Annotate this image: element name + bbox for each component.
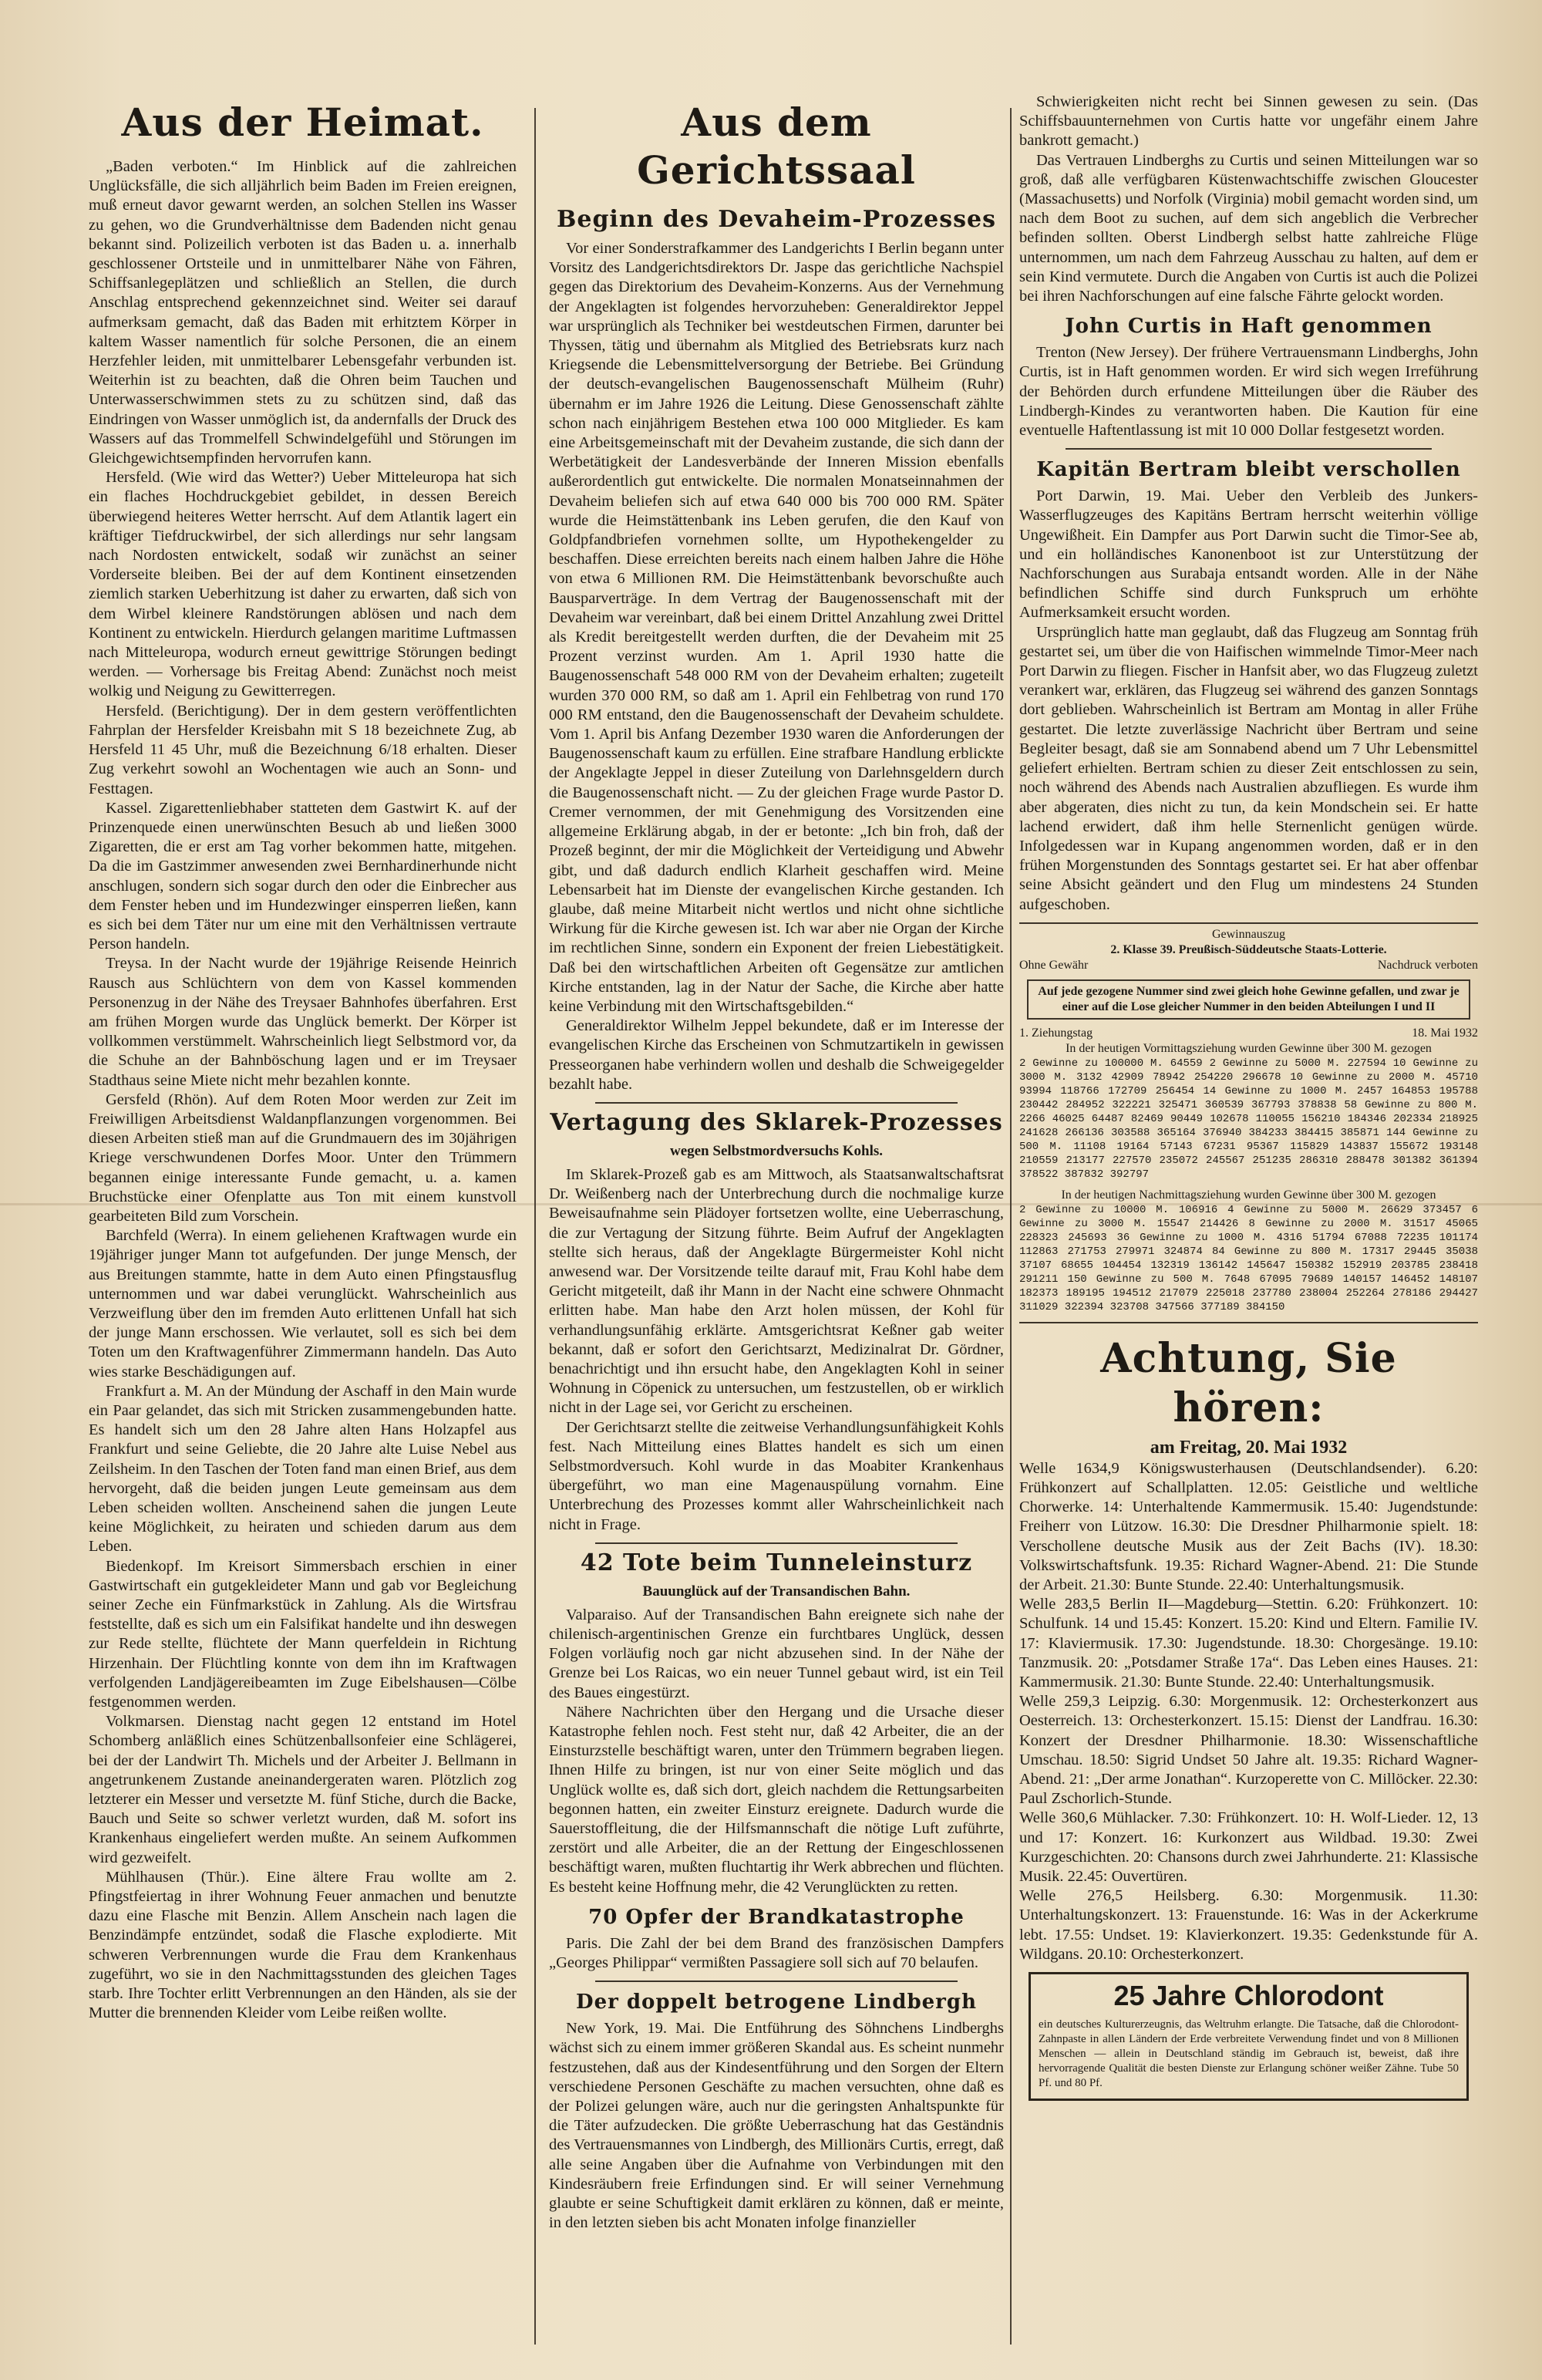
radio-title: Achtung, Sie hören: bbox=[1100, 1334, 1397, 1431]
headline-curtis: John Curtis in Haft genommen bbox=[1065, 315, 1433, 339]
lottery-day-row bbox=[1019, 1026, 1478, 1041]
ad-text: ein deutsches Kulturerzeugnis, das Weltruhm erlangte. Die Tatsache, daß die Chlorodont-Zahnpaste in allen Ländern der Erde verbreitete Verwendung findet und von 8 Millionen Menschen — allein in Deutschland ständig im Gebrauch ist, beweist, daß ihre hervorragende Qualität die besten Dienste zur Erlangung schöner weißer Zähne. Tube 50 Pf. und 80 Pf. bbox=[1039, 2018, 1459, 2089]
news-item: Mühlhausen (Thür.). Eine ältere Frau wollte am 2. Pfingstfeiertag in ihrer Wohnung Feuer anmachen und benutzte dazu eine Flasche mit Benzin. Allem Anschein nach lagen die Benzindämpfe entzündet, sodaß die Flasche explodierte. Mit schweren Verbrennungen wurde die Frau dem Krankenhaus zugeführt, wo sie in den Nachmittagsstunden des gleichen Tages starb. Ihre Tochter erlitt Verbrennungen an den Händen, als sie der Mutter die brennenden Kleider vom Leibe reißen wollte. bbox=[89, 1868, 517, 2022]
radio-station: Welle 283,5 Berlin II—Magdeburg—Stettin. 6.20: Frühkonzert. 10: Schulfunk. 14 und 15.45: Konzert. 15.20: Kind und Eltern. Familie IV. 17: Klaviermusik. 17.30: Jugendstunde. 18.30: Chorgesänge. 19.10: Tanzmusik. 20: „Potsdamer Straße 17a“. Das Leben eines Hauses. 21: Kammermusik. 21.30: Bunte Stunde. 22.40: Unterhaltungsmusik. bbox=[1019, 1596, 1478, 1691]
headline-lindbergh: Der doppelt betrogene Lindbergh bbox=[576, 1991, 977, 2014]
lottery-title: Gewinnauszug bbox=[1211, 927, 1286, 941]
lottery-afternoon-numbers: 2 Gewinne zu 10000 M. 106916 4 Gewinne zu 5000 M. 26629 373457 6 Gewinne zu 3000 M. 15547 214426 8 Gewinne zu 2000 M. 31517 45065 228323 245693 36 Gewinne zu 1000 M. 4316 51794 67088 72235 101174 112863 271753 279971 324874 84 Gewinne zu 800 M. 17317 29445 35038 37107 68655 104454 132319 136142 145647 150382 152919 203785 238418 291211 150 Gewinne zu 500 M. 7648 67095 79689 140157 146452 148107 182373 189195 194512 217079 225018 237780 238004 252264 278186 294427 311029 322394 323708 347566 377189 384150 bbox=[1019, 1203, 1478, 1313]
divider bbox=[595, 1542, 958, 1544]
article-paragraph: Der Gerichtsarzt stellte die zeitweise Verhandlungsunfähigkeit Kohls fest. Nach Mitteilung eines Blattes handelt es sich um einen Selbstmordversuch. Kohl wurde in das Moabiter Krankenhaus übergeführt, wo man eine Magenauspülung vornahm. Eine Unterbrechung des Prozesses kommt aller Wahrscheinlichkeit nach nicht in Frage. bbox=[549, 1418, 1004, 1533]
column-rule-left bbox=[534, 108, 536, 2345]
divider bbox=[1019, 1322, 1478, 1323]
radio-program bbox=[1019, 1334, 1478, 1964]
news-item: Frankfurt a. M. An der Mündung der Aschaff in den Main wurde ein Paar gelandet, das sich mit Stricken zusammengebunden hatte. Es handelt sich um den 28 Jahre alten Hans Holzapfel aus Frankfurt und seine Geliebte, die 20 Jahre alte Luise Nebel aus Zeilsheim. In den Taschen der Toten fand man einen Brief, aus dem hervorgeht, daß die beiden jungen Leute gemeinsam aus dem Leben scheiden wollten. Anscheinend sahen die jungen Leute keine Möglichkeit, zu heiraten und schieden darum aus dem Leben. bbox=[89, 1382, 517, 1556]
subheadline: wegen Selbstmordversuchs Kohls. bbox=[669, 1142, 884, 1159]
lottery-results bbox=[1019, 927, 1478, 1314]
section-title-heimat: Aus der Heimat. bbox=[121, 99, 484, 145]
article-paragraph: Port Darwin, 19. Mai. Ueber den Verbleib des Junkers-Wasserflugzeuges des Kapitäns Bertram herrscht weiterhin völlige Ungewißheit. Ein Dampfer aus Port Darwin sucht die Timor-See ab, und ein holländisches Kanonenboot ist zur Unterstützung der Nachforschungen aus Surabaja entsandt worden. Alle in der Nähe befindlichen Schiffe sind durch Funkspruch um erhöhte Aufmerksamkeit ersucht worden. bbox=[1019, 487, 1478, 622]
headline-tunnel: 42 Tote beim Tunneleinsturz bbox=[580, 1549, 973, 1576]
news-item: Volkmarsen. Dienstag nacht gegen 12 entstand im Hotel Schomberg anläßlich eines Schützenballsonfeier eine Schlägerei, bei der der Landwirt Th. Michels und der Arbeiter J. Bellmann in angetrunkenem Zustande aneinandergeraten waren. Plötzlich zog letzterer ein Messer und versetzte M. fünf Stiche, durch die Backe, Bauch und Seite so schwer verletzt wurden, daß M. sofort ins Krankenhaus eingeliefert werden mußte. An seinem Aufkommen wird gezweifelt. bbox=[89, 1713, 517, 1866]
radio-station: Welle 360,6 Mühlacker. 7.30: Frühkonzert. 10: H. Wolf-Lieder. 12, 13 und 17: Konzert. 16: Kurkonzert aus Wildbad. 19.30: Zwei Kurzgeschichten. 20: Chansons durch zwei Jahrhunderte. 21: Klassische Musik. 22.45: Ouvertüren. bbox=[1019, 1809, 1478, 1885]
divider bbox=[595, 1981, 958, 1982]
lottery-morning-numbers: 2 Gewinne zu 100000 M. 64559 2 Gewinne zu 5000 M. 227594 10 Gewinne zu 3000 M. 3132 42909 78942 254220 296678 10 Gewinne zu 2000 M. 45710 93994 118766 172709 256454 14 Gewinne zu 1000 M. 2457 164853 195788 230442 284952 322221 325471 360539 367793 378838 58 Gewinne zu 800 M. 2266 46025 64487 82469 90449 102678 110055 156210 184346 202334 218925 241628 266136 303588 365164 376940 384233 384415 385871 144 Gewinne zu 500 M. 11108 19164 57143 67231 95367 115829 143837 155672 193148 210559 213177 227570 235072 245567 251235 286310 288478 301382 361394 378522 387832 392797 bbox=[1019, 1057, 1478, 1181]
column-rule-right bbox=[1010, 108, 1012, 2345]
lottery-no-guarantee: Ohne Gewähr bbox=[1019, 958, 1089, 972]
subheadline: Bauunglück auf der Transandischen Bahn. bbox=[642, 1583, 911, 1600]
article-paragraph: Generaldirektor Wilhelm Jeppel bekundete, daß er im Interesse der evangelischen Kirche das Erscheinen von Schmutzartikeln in gewissen Presseorganen habe verhindern wollen und deshalb die Schweigegelder bezahlt habe. bbox=[549, 1017, 1004, 1093]
chlorodont-advertisement bbox=[1029, 1972, 1469, 2101]
article-paragraph: Nähere Nachrichten über den Hergang und die Ursache dieser Katastrophe fehlen noch. Fest steht nur, daß 42 Arbeiter, die an der Einsturzstelle beschäftigt waren, unter den Trümmern begraben liegen. Ihnen Hilfe zu bringen, ist nur von einer Seite möglich und das Unglück wollte es, daß sich dort, gleich nachdem die Rettungsarbeiten begonnen hatten, ein zweiter Einsturz ereignete. Dadurch wurde die Sauerstoffleitung, die der Hilfsmannschaft die nötige Luft zuführte, zerstört und alle Arbeiter, die an der Rettung der Eingeschlossenen beschäftigt waren, mußten fluchtartig ihr Werk abbrechen und flüchten. Es besteht keine Hoffnung mehr, die 42 Verunglückten zu retten. bbox=[549, 1703, 1004, 1896]
article-paragraph: New York, 19. Mai. Die Entführung des Söhnchens Lindberghs wächst sich zu einem immer größeren Skandal aus. Es scheint nunmehr festzustehen, daß aus der Kindesentführung und den Sorgen der Eltern verschiedene Personen Geschäfte zu machen versuchten, ohne daß es der Polizei gelungen wäre, auch nur die geringsten Anhaltspunkte für die Täter aufzudecken. Die größte Ueberraschung hat das Geständnis des Vertrauensmannes von Lindbergh, des Millionärs Curtis, erregt, daß alle seine Angaben über die Aufnahme von Verbindungen mit den Kindesräubern freie Erfindungen sind. Er will seiner Vernehmung glaubte er seine Schuftigkeit damit erklären zu können, daß er meinte, in den letzten sieben bis acht Monaten infolge finanzieller bbox=[549, 2020, 1004, 2232]
headline-sklarek: Vertagung des Sklarek-Prozesses bbox=[550, 1108, 1003, 1136]
lottery-afternoon-heading: In der heutigen Nachmittagsziehung wurden Gewinne über 300 M. gezogen bbox=[1061, 1188, 1436, 1202]
headline-devaheim: Beginn des Devaheim-Prozesses bbox=[557, 206, 996, 233]
news-item: Treysa. In der Nacht wurde der 19jährige Reisende Heinrich Rausch aus Schlüchtern von dem von Kassel kommenden Personenzug in der Nähe des Treysaer Bahnhofes überfahren. Erst am frühen Morgen wurde das Unglück bemerkt. Der Körper ist vollkommen verstümmelt. Wahrscheinlich liegt Selbstmord vor, da die Schuhe an der Bahnböschung lagen und er im Treysaer Stadthaus seine Miete nicht mehr bezahlen konnte. bbox=[89, 955, 517, 1089]
article-paragraph: Schwierigkeiten nicht recht bei Sinnen gewesen zu sein. (Das Schiffsbauunternehmen von Curtis hatte vor ungefähr einem Jahre bankrott gemacht.) bbox=[1019, 93, 1478, 150]
article-paragraph: Das Vertrauen Lindberghs zu Curtis und seinen Mitteilungen war so groß, daß alle verfügbaren Küstenwachtschiffe zwischen Gloucester (Massachusetts) und Norfolk (Virginia) mobil gemacht worden sind, um nach dem Boot zu suchen, auf dem sich angeblich die Verbrecher befinden sollten. Oberst Lindbergh selbst hatte zahlreiche Flüge unternommen, um nach dem Fahrzeug Ausschau zu halten, auf dem er sein Kind vermutete. Durch die Angaben von Curtis ist auch die Polizei bei ihren Nachforschungen auf eine falsche Fährte gelockt worden. bbox=[1019, 151, 1478, 305]
divider bbox=[1019, 922, 1478, 924]
radio-date: am Freitag, 20. Mai 1932 bbox=[1150, 1437, 1348, 1458]
lottery-notice-row bbox=[1019, 958, 1478, 973]
divider bbox=[1066, 448, 1432, 450]
article-paragraph: Ursprünglich hatte man geglaubt, daß das Flugzeug am Sonntag früh gestartet sei, um über die von Haifischen wimmelnde Timor-Meer nach Port Darwin zu fliegen. Fischer in Hanfsit aber, wo das Flugzeug zuletzt verankert war, erklären, das Flugzeug sei während des ganzen Sonntags dort geblieben. Wahrscheinlich ist Bertram am Montag in aller Frühe gestartet. Die letzte zuverlässige Nachricht über Bertram und seine Begleiter besagt, daß sie am Sonnabend abend um 7 Uhr Lebensmittel geliefert erhielten. Bertram schien zu dieser Zeit entschlossen zu sein, noch während des Abends nach Australien abzufliegen. Es wurde ihm aber abgeraten, dies nicht zu tun, da kein Mondschein sei. Er hatte lachend erwidert, daß ihm helle Sternenlicht genügen würde. Infolgedessen war in Kupang angenommen worden, daß er in den frühen Morgenstunden des Sonntags gestartet sei. Er hat aber offenbar seine Absicht geändert und den Flug um mindestens 24 Stunden aufgeschoben. bbox=[1019, 623, 1478, 913]
news-item: Kassel. Zigarettenliebhaber statteten dem Gastwirt K. auf der Prinzenquede einen unerwünschten Besuch ab und ließen 3000 Zigaretten, die er erst am Tag vorher bekommen hatte, mitgehen. Da die im Gastzimmer anwesenden zwei Bernhardinerhunde nicht anschlugen, sondern sich sogar durch den oder die Einbrecher aus dem Fenster heben und im Hundezwinger einsperren ließen, kann es sich bei dem Täter nur um eine mit den Verhältnissen vertraute Person handeln. bbox=[89, 799, 517, 953]
news-item: Barchfeld (Werra). In einem geliehenen Kraftwagen wurde ein 19jähriger junger Mann tot aufgefunden. Der junge Mensch, der aus Breitungen stammte, hatte in dem Auto einen Pfingstausflug unternommen und war dabei verunglückt. Wahrscheinlich aus Verzweiflung über den im fremden Auto erlittenen Unfall hat sich der junge Mann erschossen. Wie verlautet, soll es sich bei dem Toten um den Kraftwagenführer Zimmermann handeln. Das Auto wies starke Beschädigungen auf. bbox=[89, 1227, 517, 1380]
headline-brand: 70 Opfer der Brandkatastrophe bbox=[588, 1905, 965, 1929]
news-item: Biedenkopf. Im Kreisort Simmersbach erschien in einer Gastwirtschaft ein gutgekleideter Mann und gab vor Begleichung seiner Zeche ein Fünfmarkstück in Zahlung. Als die Wirtsfrau feststellte, daß es sich um ein Falsifikat handelte und ihn deswegen zur Rede stellte, flüchtete der Mann querfeldein in Richtung Hirzenhain. Der Flüchtling konnte von dem ihn im Kraftwagen verfolgenden Landjägereibeamten im Zuge Eibelshausen—Cölbe festgenommen werden. bbox=[89, 1557, 517, 1711]
lottery-subtitle: 2. Klasse 39. Preußisch-Süddeutsche Staats-Lotterie. bbox=[1110, 942, 1387, 956]
radio-station: Welle 276,5 Heilsberg. 6.30: Morgenmusik. 11.30: Unterhaltungskonzert. 13: Frauenstunde. 16: Was in der Ackerkrume lebt. 17.55: Undset. 19: Klavierkonzert. 19.35: Gedenkstunde für A. Wildgans. 20.10: Orchesterkonzert. bbox=[1019, 1887, 1478, 1963]
article-paragraph: Trenton (New Jersey). Der frühere Vertrauensmann Lindberghs, John Curtis, ist in Haft genommen worden. Er wird sich wegen Irreführung der Behörden durch erfundene Mitteilungen über die Räuber des Lindbergh-Kindes zu verantworten haben. Die Kaution für eine eventuelle Haftentlassung ist mit 10 000 Dollar festgesetzt worden. bbox=[1019, 344, 1478, 440]
headline-bertram: Kapitän Bertram bleibt verschollen bbox=[1036, 458, 1461, 482]
news-item: Gersfeld (Rhön). Auf dem Roten Moor werden zur Zeit im Freiwilligen Arbeitsdienst Waldanpflanzungen vorgenommen. Bei diesen Arbeiten stieß man auf die Grundmauern des im 30jährigen Kriege verschwundenen Dorfes Moor. Unter den Trümmern begannen einige interessante Funde gemacht, u. a. kamen Bruchstücke einer Ofenplatte aus Ton mit einem kunstvoll gearbeiteten Bild zum Vorschein. bbox=[89, 1091, 517, 1225]
lottery-box: Auf jede gezogene Nummer sind zwei gleich hohe Gewinne gefallen, und zwar je einer auf die Lose gleicher Nummer in den beiden Abteilungen I und II bbox=[1027, 979, 1470, 1020]
lottery-copyright: Nachdruck verboten bbox=[1377, 958, 1478, 972]
news-item: „Baden verboten.“ Im Hinblick auf die zahlreichen Unglücksfälle, die sich alljährlich beim Baden im Freien ereignen, muß erneut davor gewarnt werden, an solchen Stellen ins Wasser zu gehen, wo die Grundverhältnisse dem Badenden nicht genau bekannt sind. Polizeilich verboten ist das Baden u. a. innerhalb geschlossener Ortsteile und in unmittelbarer Nähe von Fähren, Schiffsanlegeplätzen und schließlich an Stellen, die durch Anschlag entsprechend gekennzeichnet sind. Weiter sei darauf aufmerksam gemacht, daß das Baden mit erhitztem Körper in kaltem Wasser namentlich für solche Personen, die an einem Herzfehler leiden, mit unmittelbarer Lebensgefahr verbunden ist. Weiterhin ist zu beachten, daß die Ohren beim Tauchen und Unterwasserschwimmen stets zu zu schützen sind, daß das Eindringen von Wasser unmöglich ist, da andernfalls der Druck des Wassers auf das Trommelfell Schwindelgefühl und Störungen im Gleichgewichtsempfinden hervorrufen kann. bbox=[89, 158, 517, 467]
article-paragraph: Valparaiso. Auf der Transandischen Bahn ereignete sich nahe der chilenisch-argentinischen Grenze ein furchtbares Unglück, dessen Folgen vorläufig noch gar nicht abzusehen sind. In der Nähe der Grenze bei Los Raicas, wo ein neuer Tunnel gebaut wird, ist ein Teil des Baues eingestürzt. bbox=[549, 1606, 1004, 1701]
radio-station: Welle 259,3 Leipzig. 6.30: Morgenmusik. 12: Orchesterkonzert aus Oesterreich. 13: Orchesterkonzert. 15.15: Dienst der Landfrau. 16.30: Konzert der Dresdner Philharmonie. 18.30: Wissenschaftliche Umschau. 18.50: Sigrid Undset 50 Jahre alt. 19.35: Richard Wagner-Abend. 21: „Der arme Jonathan“. Kurzoperette von C. Millöcker. 22.30: Paul Zschorlich-Stunde. bbox=[1019, 1693, 1478, 1808]
article-paragraph: Vor einer Sonderstrafkammer des Landgerichts I Berlin begann unter Vorsitz des Landgerichtsdirektors Dr. Jaspe das gerichtliche Nachspiel gegen das Direktorium des Devaheim-Konzerns. Aus der Vernehmung der Angeklagten ist folgendes hervorzuheben: Generaldirektor Jeppel war ursprünglich als Techniker bei westdeutschen Firmen, darunter bei Thyssen, tätig und übernahm als Mitglied des Betriebsrats kurz nach Kriegsende die Lebensmittelversorgung der Betriebe. Bei Gründung der deutsch-evangelischen Baugenossenschaft Mülheim (Ruhr) übernahm er im Jahre 1926 die Leitung. Diese Genossenschaft zählte schon nach einjährigem Bestehen etwa 100 000 Mitglieder. Es kam eine Arbeitsgemeinschaft mit der Devaheim zustande, die sich dann der Werbetätigkeit der Landesverbände der Inneren Mission ebenfalls außerordentlich gut entwickelte. Die normalen Monatseinnahmen der Devaheim beliefen sich auf etwa 640 000 bis 700 000 RM. Später wurde die Heimstättenbank ins Leben gerufen, die den Kauf von Goldpfandbriefen vornehmen sollte, um Hypothekengelder zu beschaffen. Diese erreichten bereits nach einem halben Jahre die Höhe von etwa 6 Millionen RM. Die Heimstättenbank bevorschußte auch Bausparverträge. In dem Vertrag der Baugenossenschaft mit der Devaheim war vereinbart, daß bei einem Drittel Anzahlung zwei Drittel als Kredit bereitgestellt werden durften, die der Devaheim mit 25 Prozent verzinst wurden. Am 1. April 1930 hatte die Baugenossenschaft 548 000 RM von der Devaheim erhalten; zugeteilt wurden 370 000 RM, so daß am 1. April ein Fehlbetrag von rund 170 000 RM entstand, den die Baugenossenschaft der Devaheim schuldete. Vom 1. April bis Anfang Dezember 1930 waren die Anforderungen der Baugenossenschaft kaum zu erfüllen. Eine strafbare Handlung erblickte der Angeklagte Jeppel in dieser Zuteilung von Darlehnsgeldern durch die Baugenossenschaft nicht. — Zu der gleichen Frage wurde Pastor D. Cremer vernommen, der mit Genehmigung des Vorsitzenden eine allgemeine Erklärung abgab, in der er betonte: „Ich bin froh, daß der Prozeß beginnt, der mir die Möglichkeit der Verteidigung und Abwehr gibt, und daß dadurch endlich Klarheit geschaffen wird. Meine Lebensarbeit hat im Dienste der evangelischen Kirche gestanden. Ich glaube, daß meine Mitarbeit nicht wertlos und nicht ohne sichtliche Wirkung für die Kirche gewesen ist. Ich war aber nie Organ der Kirche im rechtlichen Sinne, sondern ein Exponent der freien Liebestätigkeit. Daß bei den wirtschaftlichen Arbeiten oft Gegensätze zur amtlichen Kirche entstanden, lag in der Natur der Sache, die Kirche aber hatte keine Verbindung mit den Wirtschaftsgebilden.“ bbox=[549, 240, 1004, 1015]
column-right bbox=[1019, 93, 1478, 2345]
column-heimat bbox=[89, 93, 517, 2345]
lottery-date: 18. Mai 1932 bbox=[1412, 1026, 1478, 1040]
article-paragraph: Im Sklarek-Prozeß gab es am Mittwoch, als Staatsanwaltschaftsrat Dr. Weißenberg nach der Unterbrechung durch die nochmalige kurze Beweisaufnahme sein Plädoyer fortsetzen wollte, eine Ueberraschung, die zur Vertagung der Sitzung führte. Beim Aufruf der Angeklagten stellte sich heraus, daß der Angeklagte Bürgermeister Kohl nicht anwesend war. Der Vorsitzende teilte darauf mit, Frau Kohl habe dem Gericht mitgeteilt, daß ihr Mann in der Nacht eine schwere Ohnmacht erlitten habe. Man habe den Arzt holen müssen, der Kohl für verhandlungsunfähig erklärte. Amtsgerichtsrat Keßner gab weiter bekannt, daß er sofort den Gerichtsarzt, Medizinalrat Dr. Gördner, benachrichtigt und ihn ersucht habe, den Angeklagten Kohl in seiner Wohnung in Cöpenick zu untersuchen, um festzustellen, ob er wirklich nicht in der Lage sei, vor Gericht zu erscheinen. bbox=[549, 1165, 1004, 1417]
ad-title: 25 Jahre Chlorodont bbox=[1113, 1980, 1384, 2011]
article-paragraph: Paris. Die Zahl der bei dem Brand des französischen Dampfers „Georges Philippar“ vermißten Passagiere soll sich auf 70 belaufen. bbox=[549, 1934, 1004, 1972]
lottery-morning-heading: In der heutigen Vormittagsziehung wurden Gewinne über 300 M. gezogen bbox=[1066, 1041, 1432, 1055]
column-gerichtssaal bbox=[549, 93, 1004, 2345]
news-item: Hersfeld. (Berichtigung). Der in dem gestern veröffentlichten Fahrplan der Hersfelder Kreisbahn mit S 18 bezeichnete Zug, ab Hersfeld 11 45 Uhr, muß die Bezeichnung 6/18 erhalten. Dieser Zug verkehrt sowohl an Wochentagen wie auch an Sonn- und Festtagen. bbox=[89, 702, 517, 797]
news-item: Hersfeld. (Wie wird das Wetter?) Ueber Mitteleuropa hat sich ein flaches Hochdruckgebiet gebildet, in dessen Bereich überwiegend heiteres Wetter herrscht. Auf dem Atlantik lagert ein kräftiger Tiefdruckwirbel, der sich allerdings nur sehr langsam nach Nordosten entwickelt, sodaß wir zunächst an seiner Vorderseite bleiben. Bei der auf dem Kontinent einsetzenden ziemlich starken Ueberhitzung ist daher zu erwarten, daß sich von dem Wirbel kleinere Randstörungen ablösen und nach dem Kontinent zu entwickeln. Hierdurch gelangen maritime Luftmassen nach Mitteleuropa, wodurch erneut gewittrige Störungen bedingt werden. — Vorhersage bis Freitag Abend: Zunächst noch meist wolkig und Neigung zu Gewitterregen. bbox=[89, 469, 517, 700]
radio-station: Welle 1634,9 Königswusterhausen (Deutschlandsender). 6.20: Frühkonzert auf Schallplatten. 12.05: Geistliche und weltliche Chorwerke. 14: Unterhaltende Kammermusik. 15.40: Jugendstunde: Freiherr von Lützow. 16.30: Die Dresdner Philharmonie spielt. 18: Verschollene deutsche Musik aus der Zeit Bachs (IV). 18.30: Volkswirtschaftsfunk. 19.35: Richard Wagner-Abend. 21: Die Stunde der Arbeit. 21.30: Bunte Stunde. 22.40: Unterhaltungsmusik. bbox=[1019, 1459, 1478, 1593]
divider bbox=[595, 1102, 958, 1104]
lottery-day: 1. Ziehungstag bbox=[1019, 1026, 1093, 1040]
section-title-gerichtssaal: Aus dem Gerichtssaal bbox=[637, 99, 916, 193]
